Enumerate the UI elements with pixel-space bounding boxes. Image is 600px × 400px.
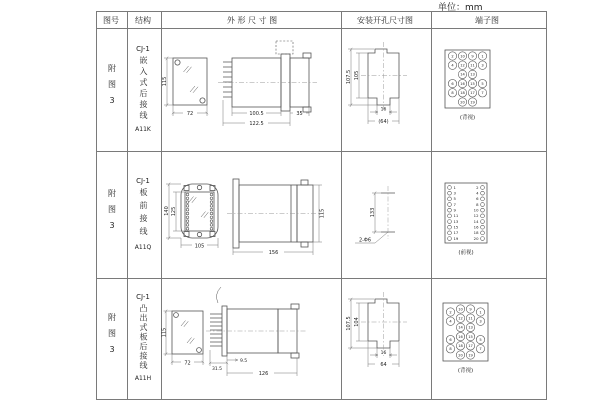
row3-structure-cell — [127, 277, 159, 398]
dim-105: 105 — [354, 70, 360, 81]
terminal-number: 3 — [481, 63, 484, 68]
terminal-number: 17 — [453, 230, 459, 236]
row1-structure-cell — [127, 27, 159, 150]
header-fig-no: 图号 — [103, 16, 119, 25]
terminal-number: 5 — [481, 81, 484, 86]
terminal-number: 5 — [479, 337, 482, 342]
terminal-circle — [448, 220, 452, 224]
terminal-circle — [186, 224, 189, 227]
terminal-circle — [481, 203, 485, 207]
terminal-number: 4 — [449, 319, 452, 324]
terminal-number: 19 — [453, 235, 459, 241]
terminal-number: 4 — [476, 190, 479, 196]
dim-72b: 72 — [184, 360, 191, 367]
unit-label: 单位：mm — [438, 3, 483, 13]
row2-structure: 板前接线 — [139, 187, 148, 240]
row1-outline-drawing — [161, 28, 339, 149]
terminal-number: 7 — [481, 91, 484, 96]
terminal-number: 16 — [460, 81, 465, 86]
terminal-number: 16 — [458, 334, 463, 339]
terminal-circle — [481, 220, 485, 224]
dim-9-5: 9.5 — [240, 359, 248, 364]
dim-35: 35 — [296, 111, 303, 117]
header-outline: 外 形 尺 寸 图 — [226, 16, 278, 25]
row3-structure: 凸出式板后接线 — [139, 304, 148, 371]
terminal-number: 4 — [451, 63, 454, 68]
dim-133: 133 — [370, 207, 376, 218]
row1-fig-cell — [97, 27, 126, 150]
terminal-circle — [481, 197, 485, 201]
terminal-number: 17 — [470, 91, 475, 96]
terminal-number: 13 — [468, 325, 473, 330]
terminal-number: 12 — [473, 213, 479, 219]
terminal-number: 6 — [476, 196, 479, 202]
terminal-circle — [186, 220, 189, 223]
row3-terminal-diagram — [431, 278, 544, 397]
hole-label: 2-Φ6 — [358, 237, 372, 244]
terminal-number: 10 — [460, 54, 465, 59]
terminal-circle — [481, 231, 485, 235]
terminal-number: 2 — [449, 310, 452, 315]
terminal-number: 20 — [473, 235, 479, 241]
row3-front-view — [172, 311, 203, 354]
row3-terminal-grid — [446, 305, 484, 359]
row2-fig-no: 附图3 — [107, 189, 117, 238]
terminal-number: 10 — [473, 207, 479, 213]
terminal-circle — [210, 208, 213, 211]
terminal-number: 18 — [460, 91, 465, 96]
header-install: 安装开孔尺寸图 — [357, 16, 413, 25]
terminal-number: 1 — [481, 54, 484, 59]
terminal-circle — [186, 197, 189, 200]
header-terminal: 端子图 — [475, 16, 499, 25]
terminal-number: 6 — [449, 337, 452, 342]
row2-install-drawing — [341, 151, 429, 277]
terminal-number: 1 — [479, 310, 482, 315]
terminal-number: 15 — [468, 334, 473, 339]
row3-model: CJ-1 — [136, 293, 150, 302]
terminal-circle — [481, 186, 485, 190]
terminal-circle — [210, 220, 213, 223]
terminal-number: 9 — [471, 54, 474, 59]
terminal-number: 14 — [458, 325, 463, 330]
row1-install-dimensions — [346, 48, 399, 125]
row1-terminal-diagram — [431, 28, 544, 149]
terminal-circle — [210, 216, 213, 219]
dim-140: 140 — [164, 206, 170, 216]
terminal-circle — [448, 214, 452, 218]
terminal-number: 8 — [476, 201, 479, 207]
terminal-number: 7 — [479, 347, 482, 352]
terminal-circle — [186, 205, 189, 208]
row2-terminal-caption: (前视) — [458, 250, 474, 256]
terminal-circle — [210, 205, 213, 208]
dim-64: (64) — [378, 119, 389, 125]
terminal-circle — [448, 225, 452, 229]
row2-code: A11Q — [134, 243, 152, 251]
row1-terminal-grid — [448, 52, 486, 106]
terminal-circle — [448, 203, 452, 207]
terminal-number: 16 — [473, 224, 479, 230]
terminal-number: 13 — [470, 72, 475, 77]
row1-code: A11K — [135, 125, 151, 133]
terminal-circle — [186, 208, 189, 211]
row2-fig-cell — [97, 150, 126, 277]
row2-side-view — [227, 179, 323, 248]
row2-terminal-grid — [448, 185, 485, 241]
terminal-circle — [210, 197, 213, 200]
terminal-number: 11 — [468, 316, 473, 321]
dim-104: 104 — [354, 317, 360, 327]
row3-code: A11H — [134, 374, 152, 382]
terminal-number: 19 — [470, 100, 475, 105]
terminal-number: 2 — [476, 184, 479, 190]
terminal-number: 11 — [453, 213, 459, 219]
dim-16b: 16 — [380, 350, 387, 356]
terminal-number: 5 — [453, 196, 456, 202]
dim-126: 126 — [258, 371, 269, 377]
row1-terminal-caption: (背视) — [459, 115, 476, 121]
terminal-number: 15 — [453, 224, 459, 230]
row3-dimensions — [161, 310, 297, 377]
terminal-circle — [186, 212, 189, 215]
terminal-number: 1 — [453, 184, 456, 190]
dim-31-5: 31.5 — [211, 367, 223, 372]
terminal-number: 18 — [473, 230, 479, 236]
terminal-number: 18 — [458, 344, 463, 349]
terminal-number: 8 — [451, 91, 454, 96]
row3-fig-no: 附图3 — [107, 313, 117, 362]
terminal-number: 10 — [458, 307, 463, 312]
row2-outline-drawing — [161, 151, 339, 276]
terminal-number: 15 — [470, 81, 475, 86]
terminal-number: 14 — [460, 72, 465, 77]
terminal-circle — [186, 216, 189, 219]
dim-64b: 64 — [380, 362, 387, 368]
dim-156: 156 — [268, 250, 279, 256]
terminal-circle — [448, 191, 452, 195]
row2-front-terminals — [186, 193, 213, 230]
row3-fig-cell — [97, 277, 126, 398]
row2-model: CJ-1 — [136, 176, 150, 185]
dim-115c: 115 — [161, 327, 168, 338]
dim-122-5: 122.5 — [249, 121, 264, 127]
terminal-circle — [186, 201, 189, 204]
row2-install-dimensions — [355, 192, 388, 244]
dim-105b: 105 — [194, 243, 205, 250]
terminal-number: 7 — [453, 201, 456, 207]
terminal-circle — [481, 208, 485, 212]
dim-100-5: 100.5 — [249, 111, 264, 117]
row1-install-drawing — [341, 28, 429, 149]
row1-side-view — [218, 41, 317, 112]
terminal-number: 9 — [469, 307, 472, 312]
terminal-circle — [210, 193, 213, 196]
terminal-number: 19 — [468, 353, 473, 358]
terminal-circle — [186, 227, 189, 230]
row1-fig-no: 附图3 — [107, 64, 117, 113]
terminal-circle — [448, 186, 452, 190]
row1-front-view — [173, 58, 207, 105]
terminal-circle — [210, 227, 213, 230]
terminal-number: 9 — [453, 207, 456, 213]
terminal-number: 6 — [451, 81, 454, 86]
terminal-circle — [448, 197, 452, 201]
header-structure: 结构 — [135, 16, 151, 25]
terminal-circle — [448, 208, 452, 212]
terminal-number: 20 — [458, 353, 463, 358]
terminal-circle — [186, 193, 189, 196]
row2-holes — [381, 186, 395, 239]
terminal-number: 14 — [473, 218, 479, 224]
terminal-number: 12 — [460, 63, 465, 68]
terminal-circle — [481, 237, 485, 241]
row3-terminal-caption: (背视) — [457, 368, 474, 374]
terminal-number: 2 — [451, 54, 454, 59]
terminal-circle — [448, 231, 452, 235]
terminal-number: 3 — [453, 190, 456, 196]
row3-install-dimensions — [346, 298, 399, 368]
terminal-circle — [481, 191, 485, 195]
terminal-circle — [210, 212, 213, 215]
terminal-number: 11 — [470, 63, 475, 68]
dim-115: 115 — [162, 76, 168, 87]
dim-72: 72 — [186, 111, 194, 117]
row2-front-view — [181, 184, 218, 238]
terminal-number: 13 — [453, 218, 459, 224]
row3-side-view — [206, 287, 306, 358]
terminal-circle — [210, 224, 213, 227]
terminal-number: 3 — [479, 319, 482, 324]
row1-structure: 嵌入式后接线 — [139, 55, 148, 122]
terminal-circle — [210, 201, 213, 204]
row2-structure-cell — [127, 150, 159, 277]
terminal-number: 8 — [449, 347, 452, 352]
dim-125: 125 — [171, 206, 177, 217]
dim-16: 16 — [380, 107, 387, 113]
dim-115b: 115 — [319, 208, 326, 219]
row3-outline-drawing — [161, 278, 339, 397]
dim-107-5: 107.5 — [346, 69, 352, 85]
dim-107-5b: 107.5 — [346, 316, 352, 331]
terminal-number: 12 — [458, 316, 463, 321]
row3-install-drawing — [341, 278, 429, 397]
row1-model: CJ-1 — [136, 44, 150, 53]
terminal-circle — [481, 214, 485, 218]
terminal-circle — [481, 225, 485, 229]
row1-dimensions — [162, 57, 309, 127]
terminal-number: 20 — [460, 100, 465, 105]
row2-terminal-diagram — [431, 151, 544, 278]
terminal-circle — [448, 237, 452, 241]
terminal-number: 17 — [468, 344, 473, 349]
